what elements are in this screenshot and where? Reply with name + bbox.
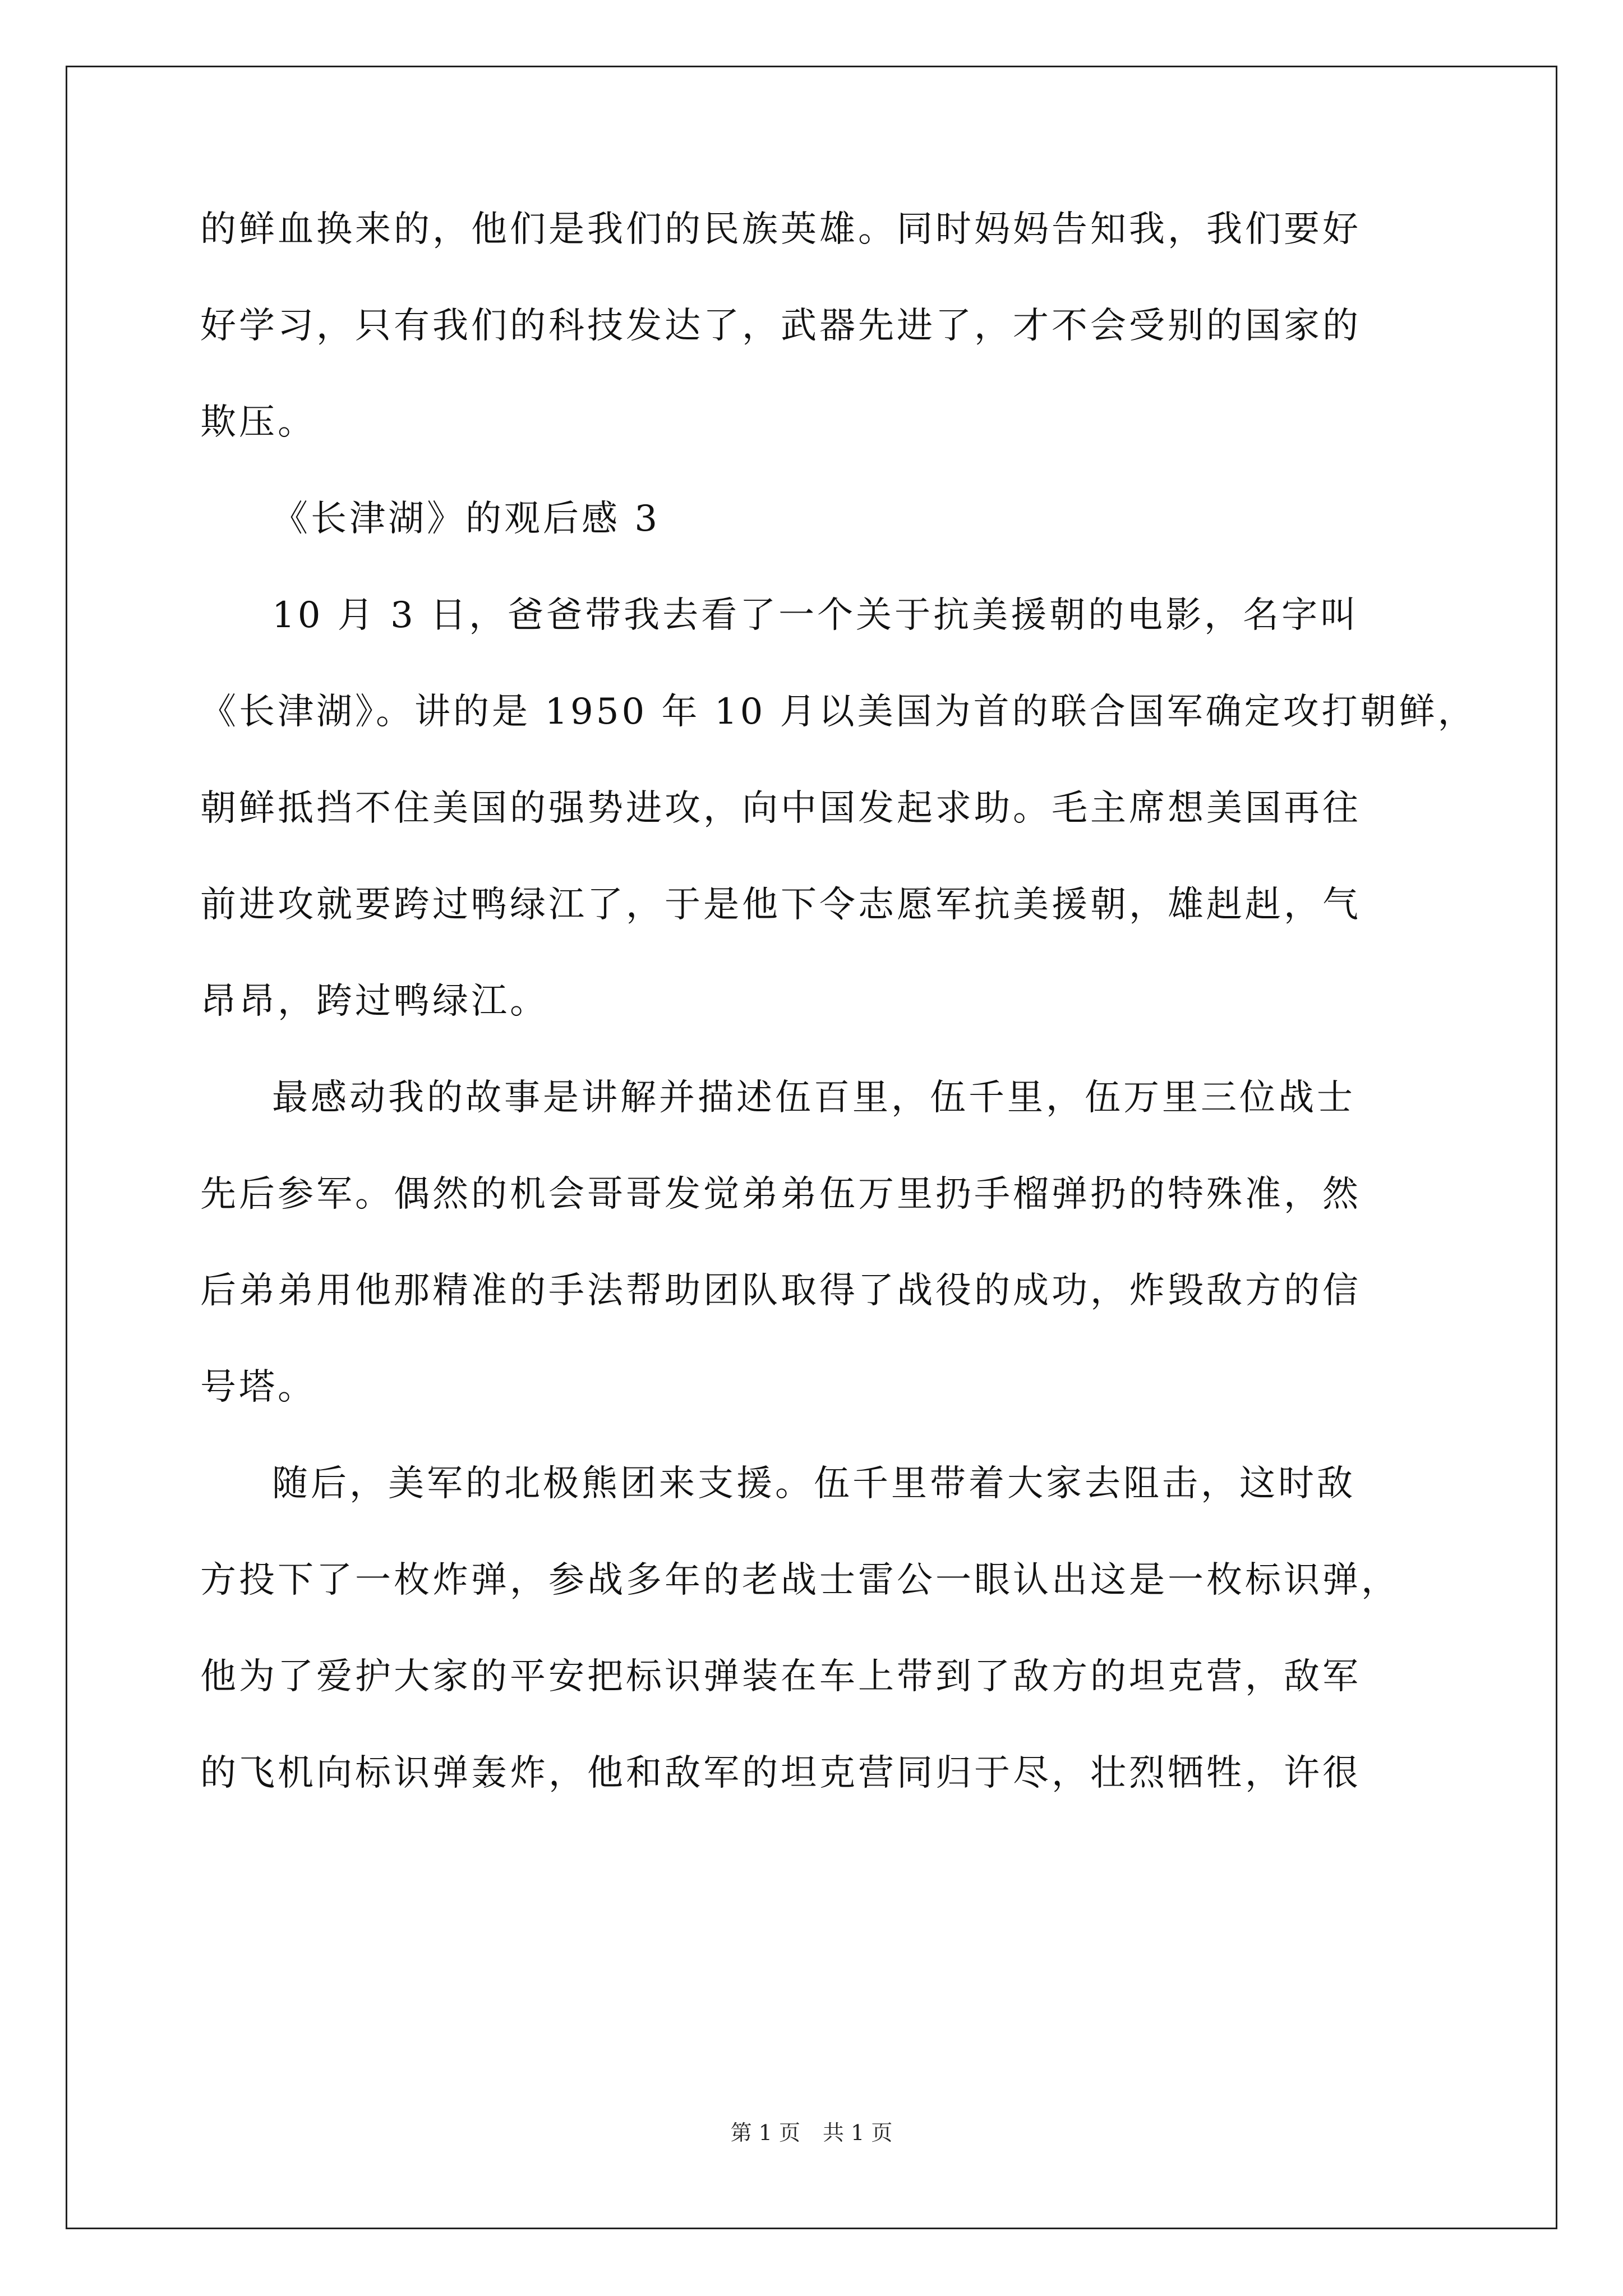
- body-line: 欺压。: [200, 402, 316, 443]
- section-heading: 《长津湖》的观后感 3: [272, 498, 661, 540]
- body-line: 号塔。: [200, 1366, 316, 1408]
- body-line: 《长津湖》。讲的是 1950 年 10 月以美国为首的联合国军确定攻打朝鲜，: [200, 691, 1477, 733]
- page-border: [66, 66, 1557, 2229]
- body-line: 前进攻就要跨过鸭绿江了，于是他下令志愿军抗美援朝，雄赳赳，气: [200, 884, 1361, 926]
- body-line: 后弟弟用他那精准的手法帮助团队取得了战役的成功，炸毁敌方的信: [200, 1270, 1361, 1312]
- body-line: 最感动我的故事是讲解并描述伍百里，伍千里，伍万里三位战士: [272, 1077, 1355, 1119]
- body-line: 昂昂，跨过鸭绿江。: [200, 981, 548, 1022]
- body-line: 方投下了一枚炸弹，参战多年的老战士雷公一眼认出这是一枚标识弹，: [200, 1559, 1400, 1601]
- body-line: 随后，美军的北极熊团来支援。伍千里带着大家去阻击，这时敌: [272, 1463, 1355, 1504]
- body-line: 的飞机向标识弹轰炸，他和敌军的坦克营同归于尽，壮烈牺牲，许很: [200, 1752, 1361, 1794]
- body-line: 好学习，只有我们的科技发达了，武器先进了，才不会受别的国家的: [200, 305, 1361, 347]
- body-line: 10 月 3 日，爸爸带我去看了一个关于抗美援朝的电影，名字叫: [272, 595, 1359, 636]
- page-number: 第 1 页: [730, 2120, 800, 2145]
- body-line: 朝鲜抵挡不住美国的强势进攻，向中国发起求助。毛主席想美国再往: [200, 788, 1361, 829]
- page-footer: [0, 2119, 1623, 2146]
- body-line: 他为了爱护大家的平安把标识弹装在车上带到了敌方的坦克营，敌军: [200, 1656, 1361, 1697]
- page-total: 共 1 页: [823, 2120, 893, 2145]
- body-line: 的鲜血换来的，他们是我们的民族英雄。同时妈妈告知我，我们要好: [200, 209, 1361, 250]
- body-line: 先后参军。偶然的机会哥哥发觉弟弟伍万里扔手榴弹扔的特殊准，然: [200, 1174, 1361, 1215]
